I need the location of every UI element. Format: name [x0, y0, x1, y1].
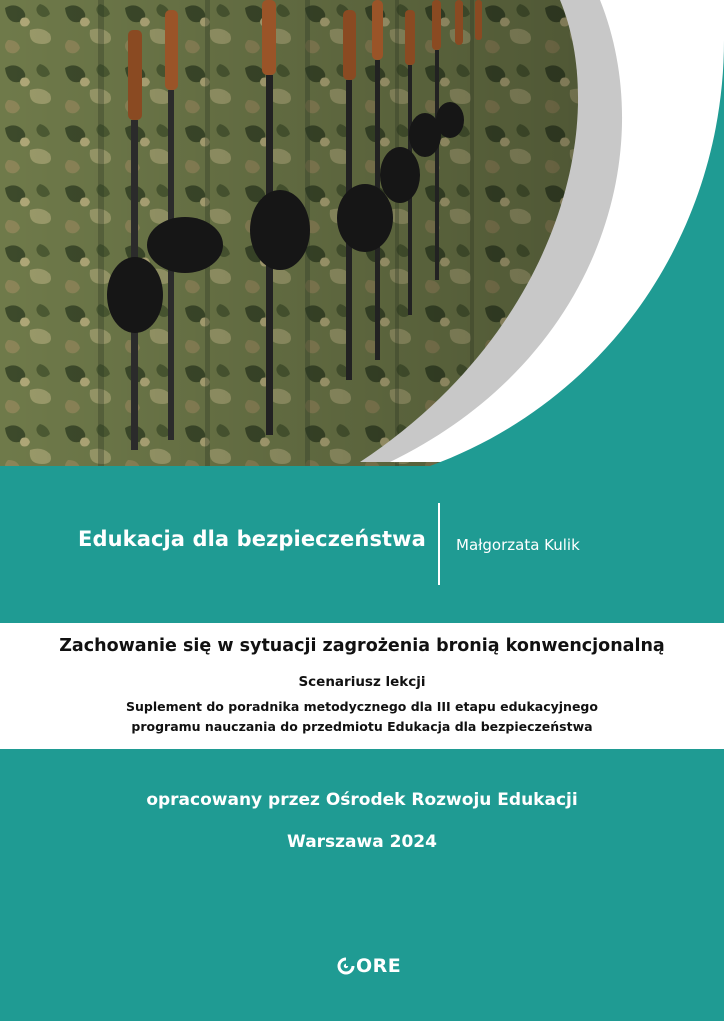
ore-logo-text: ORE [356, 955, 402, 977]
soldiers-photo-illustration [0, 0, 724, 466]
lesson-type: Scenariusz lekcji [298, 674, 426, 690]
ore-logo-icon [337, 957, 355, 975]
lesson-title: Zachowanie się w sytuacji zagrożenia bronią konwencjonalną [59, 636, 665, 656]
author-name: Małgorzata Kulik [456, 536, 580, 554]
cover-photo [0, 0, 724, 466]
lesson-info-band [0, 623, 724, 749]
title-divider [438, 503, 440, 585]
ore-logo [337, 955, 401, 977]
prepared-by: opracowany przez Ośrodek Rozwoju Edukacji [146, 790, 578, 810]
supplement-line-2: programu nauczania do przedmiotu Edukacja dla bezpieczeństwa [131, 719, 593, 734]
subject-title: Edukacja dla bezpieczeństwa [78, 527, 426, 551]
place-year: Warszawa 2024 [287, 832, 437, 852]
supplement-line-1: Suplement do poradnika metodycznego dla III etapu edukacyjnego [126, 699, 598, 714]
